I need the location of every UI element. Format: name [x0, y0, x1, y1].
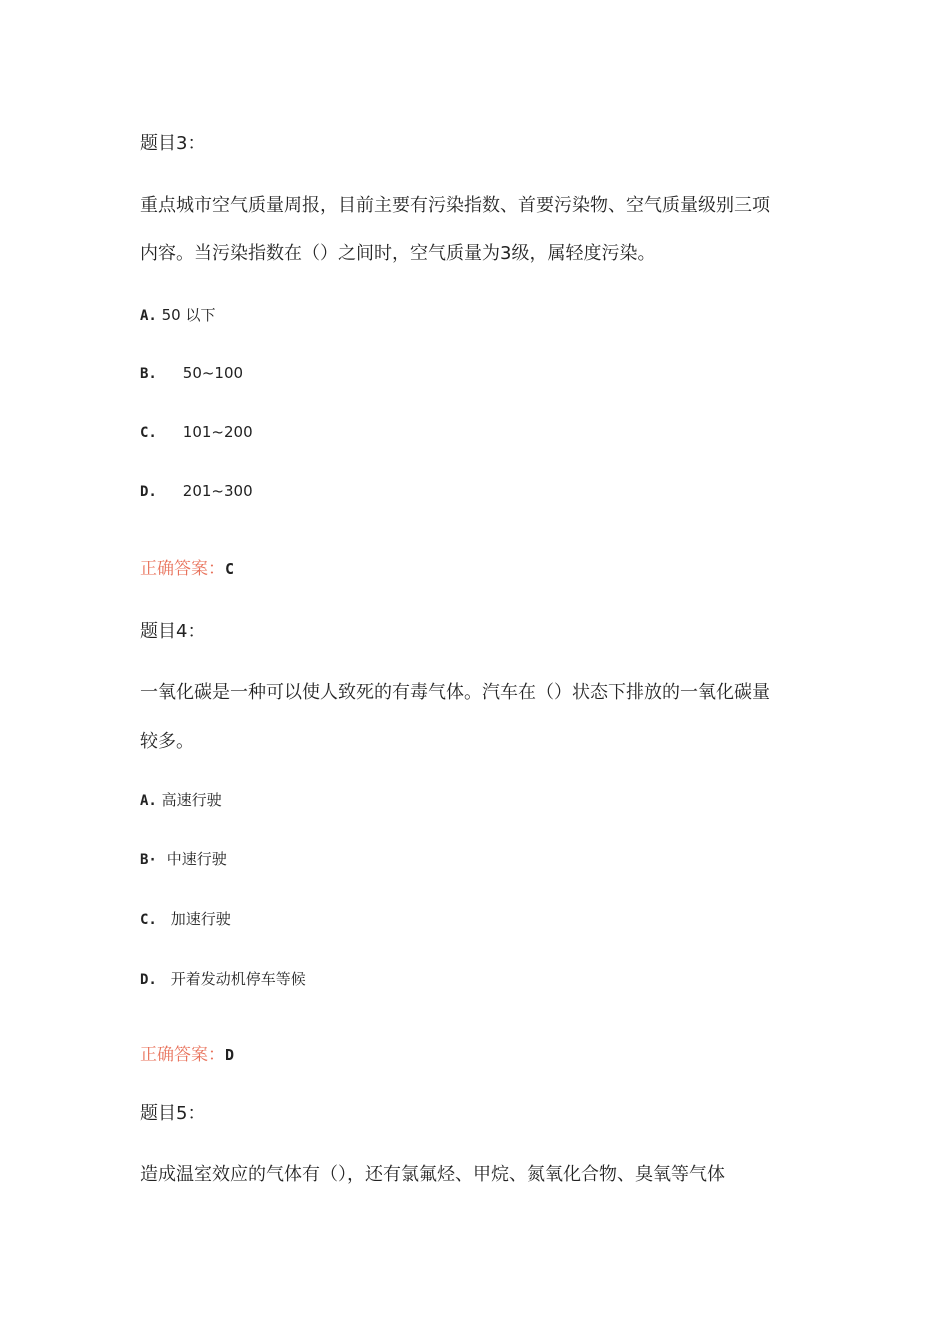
question-3-option-d — [140, 482, 253, 500]
option-letter: A. — [140, 793, 157, 809]
question-3-answer — [140, 554, 234, 579]
option-text: 50 以下 — [161, 306, 216, 324]
option-text: 101~200 — [182, 423, 253, 441]
question-4-option-b — [140, 848, 227, 869]
question-3-option-c — [140, 423, 253, 441]
question-4-text-line-2: 较多。 — [140, 731, 194, 752]
question-3-option-b — [140, 364, 243, 382]
question-4-text-line-1: 一氧化碳是一种可以使人致死的有毒气体。汽车在（）状态下排放的一氧化碳量 — [140, 682, 770, 703]
option-letter: A. — [140, 308, 157, 324]
question-4-option-d — [140, 968, 306, 989]
option-letter: C. — [140, 425, 157, 441]
question-3-text-line-2: 内容。当污染指数在（）之间时，空气质量为3级，属轻度污染。 — [140, 243, 656, 264]
answer-value: D — [225, 1046, 235, 1064]
option-text: 中速行驶 — [166, 850, 227, 868]
option-text: 201~300 — [182, 482, 253, 500]
option-letter: D. — [140, 972, 157, 988]
option-text: 50~100 — [182, 364, 244, 382]
question-3-text-line-1: 重点城市空气质量周报，目前主要有污染指数、首要污染物、空气质量级别三项 — [140, 195, 770, 216]
option-text: 高速行驶 — [161, 791, 222, 809]
option-letter: B. — [140, 366, 157, 382]
option-letter: D. — [140, 484, 157, 500]
option-text: 加速行驶 — [170, 910, 231, 928]
answer-value: C — [225, 560, 235, 578]
answer-label: 正确答案： — [140, 1045, 225, 1065]
question-4-option-c — [140, 908, 231, 929]
option-letter: C. — [140, 912, 157, 928]
question-5-title: 题目5： — [140, 1103, 206, 1124]
question-3-title: 题目3： — [140, 133, 206, 154]
option-text: 开着发动机停车等候 — [170, 970, 306, 988]
question-5-text-line-1: 造成温室效应的气体有（），还有氯氟烃、甲烷、氮氧化合物、臭氧等气体 — [140, 1164, 725, 1185]
question-3-option-a — [140, 304, 216, 325]
question-4-title: 题目4： — [140, 621, 206, 642]
question-4-option-a — [140, 789, 222, 810]
answer-label: 正确答案： — [140, 559, 225, 579]
question-4-answer — [140, 1040, 234, 1065]
option-letter: B· — [140, 852, 157, 868]
